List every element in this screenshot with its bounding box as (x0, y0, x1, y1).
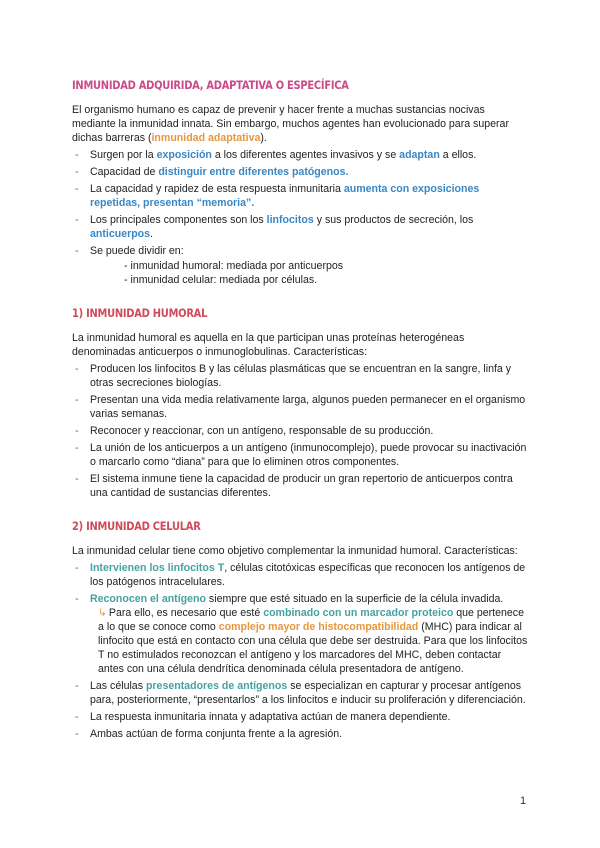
list-item: - Presentan una vida media relativamente larga, algunos pueden permanecer en el organismo varias semanas. (75, 394, 526, 420)
intro-paragraph: El organismo humano es capaz de prevenir y hacer frente a muchas sustancias nocivas mediante la inmunidad innata. Sin embargo, muchos agentes han evolucionado para superar dichas barreras (inmunidad adaptativa). (72, 104, 509, 144)
list-item: - Se puede dividir en: - inmunidad humoral: mediada por anticuerpos - inmunidad celular: mediada por células. (72, 244, 530, 287)
celular-list (72, 561, 530, 741)
section-humoral (72, 306, 530, 500)
list-item: - Intervienen los linfocitos T, células citotóxicas específicas que reconocen los antígenos de los patógenos intracelulares. (75, 562, 526, 588)
sub-item: ↳ Para ello, es necesario que esté combinado con un marcador proteico que pertenece a lo que se conoce como complejo mayor de histocompatibilidad (MHC) para indicar al linfocito que está en contacto con una célula que debe ser destruida. Para que los linfocitos T no estimulados reconozcan el antígeno y los marcadores del MHC, deben contactar antes con una célula dendrítica denominada célula presentadora de antígeno. (98, 607, 528, 675)
section-celular (72, 519, 530, 741)
section-intro: La inmunidad humoral es aquella en la que participan unas proteínas heterogéneas denominadas anticuerpos o inmunoglobulinas. Características: (72, 332, 465, 358)
list-item: - Reconocen el antígeno siempre que esté situado en la superficie de la célula invadida. ↳ Para ello, es necesario que esté combinado con un marcador proteico que pertenece a lo que se conoce como complejo mayor de histocompatibilidad (MHC) para indicar al linfocito que está en contacto con una célula que debe ser destruida. Para que los linfocitos T no estimulados reconozcan el antígeno y los marcadores del MHC, deben contactar antes con una célula dendrítica denominada célula presentadora de antígeno. (72, 592, 530, 676)
list-item: - Los principales componentes son los linfocitos y sus productos de secreción, los anticuerpos. (75, 214, 474, 240)
section-heading: 2) INMUNIDAD CELULAR (72, 519, 201, 533)
list-item: - Producen los linfocitos B y las células plasmáticas que se encuentran en la sangre, linfa y otras secreciones biologías. (75, 363, 512, 389)
list-item: - Las células presentadores de antígenos se especializan en capturar y procesar antígenos para, posteriormente, “presentarlos” a los linfocitos e inducir su proliferación y diferenciación. (75, 680, 526, 706)
page-content (72, 78, 530, 741)
intro-list (72, 148, 530, 287)
list-item: - La unión de los anticuerpos a un antígeno (inmunocomplejo), puede provocar su inactivación o marcarlo como “diana” para que lo eliminen otros componentes. (75, 442, 527, 468)
intro-highlight: inmunidad adaptativa (151, 132, 261, 144)
list-item: - Capacidad de distinguir entre diferentes patógenos. (75, 166, 349, 178)
page-number: 1 (520, 795, 527, 807)
list-item: - Reconocer y reaccionar, con un antígeno, responsable de su producción. (75, 425, 434, 437)
sub-list (90, 606, 530, 676)
list-item: - La capacidad y rapidez de esta respuesta inmunitaria aumenta con exposiciones repetidas, presentan “memoria”. (75, 183, 480, 209)
list-item: - Surgen por la exposición a los diferentes agentes invasivos y se adaptan a ellos. (75, 149, 477, 161)
humoral-list (72, 362, 530, 500)
section-intro: La inmunidad celular tiene como objetivo complementar la inmunidad humoral. Características: (72, 545, 518, 557)
division-item: - inmunidad humoral: mediada por anticuerpos (124, 260, 344, 272)
list-item: - Ambas actúan de forma conjunta frente a la agresión. (75, 728, 343, 740)
list-item: - La respuesta inmunitaria innata y adaptativa actúan de manera dependiente. (75, 711, 451, 723)
arrow-icon: ↳ (98, 607, 107, 619)
section-heading: 1) INMUNIDAD HUMORAL (72, 306, 208, 320)
page-title: INMUNIDAD ADQUIRIDA, ADAPTATIVA O ESPECÍFICA (72, 78, 349, 92)
division-list (90, 260, 530, 287)
division-item: - inmunidad celular: mediada por células. (124, 273, 318, 286)
list-item: - El sistema inmune tiene la capacidad de producir un gran repertorio de anticuerpos contra una cantidad de sustancias diferentes. (75, 473, 513, 499)
